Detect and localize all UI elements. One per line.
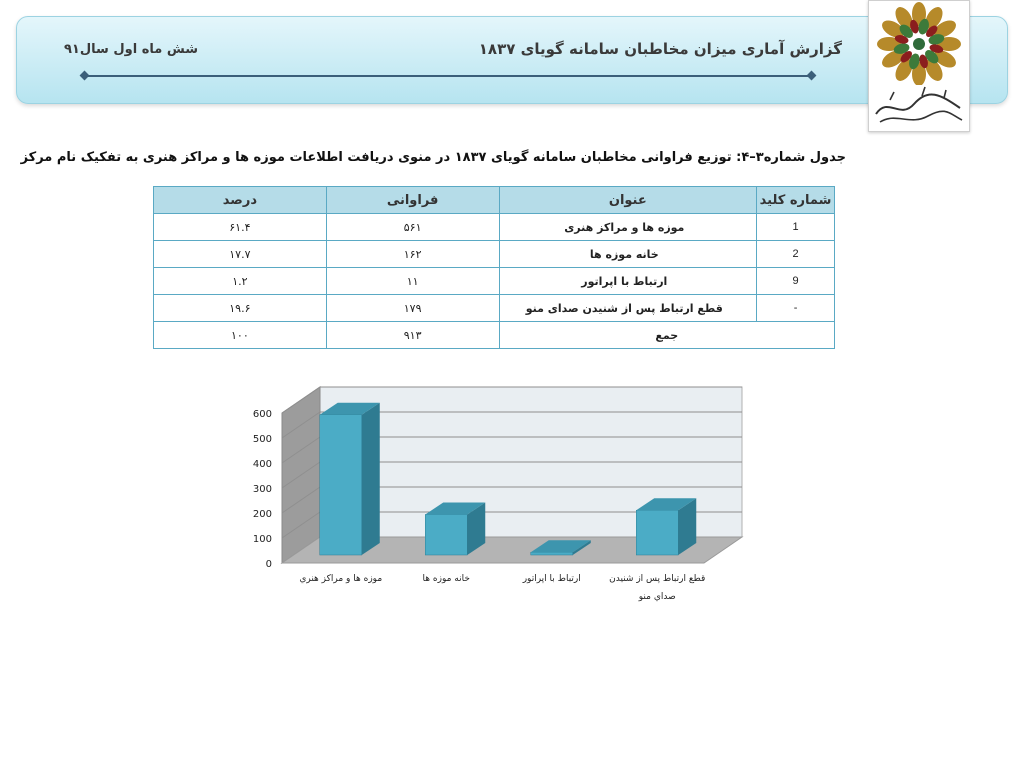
chart-bar-front	[531, 552, 573, 555]
table-header-row	[154, 187, 835, 214]
chart-y-tick-label: 0	[265, 559, 272, 570]
percent-cell: ۱.۲	[154, 268, 327, 295]
frequency-cell: ۱۱	[326, 268, 499, 295]
header-key: شماره کلید	[757, 187, 835, 214]
header-divider	[84, 75, 814, 77]
key-cell: 1	[757, 214, 835, 241]
header-percent: درصد	[154, 187, 327, 214]
chart-bar-side	[362, 403, 380, 555]
rosette-icon	[869, 1, 969, 85]
total-label: جمع	[499, 322, 834, 349]
title-cell: قطع ارتباط پس از شنیدن صدای منو	[499, 295, 757, 322]
title-cell: ارتباط با اپراتور	[499, 268, 757, 295]
frequency-cell: ۱۷۹	[326, 295, 499, 322]
frequency-cell: ۵۶۱	[326, 214, 499, 241]
chart-y-tick-label: 600	[252, 409, 272, 420]
frequency-cell: ۱۶۲	[326, 241, 499, 268]
table-caption: جدول شماره۳–۴: توزیع فراوانی مخاطبان سامانه گویای ۱۸۳۷ در منوی دریافت اطلاعات موزه ها و مراکز هنری به تفکیک نام مرکز	[20, 150, 846, 165]
bar-chart	[240, 380, 760, 620]
chart-x-tick-label: صداي منو	[638, 592, 676, 602]
key-cell: 9	[757, 268, 835, 295]
table-row	[154, 214, 835, 241]
chart-x-tick-label: ارتباط با اپراتور	[522, 574, 581, 584]
chart-y-tick-label: 200	[252, 509, 272, 520]
report-title: گزارش آماری میزان مخاطبان سامانه گویای ۱۸۳۷	[478, 40, 842, 58]
header-frequency: فراوانی	[326, 187, 499, 214]
percent-cell: ۱۹.۶	[154, 295, 327, 322]
chart-bar-front	[320, 415, 362, 555]
table-row	[154, 295, 835, 322]
chart-canvas	[240, 380, 760, 620]
total-percent: ۱۰۰	[154, 322, 327, 349]
chart-bar-front	[425, 515, 467, 556]
chart-y-tick-label: 400	[252, 459, 272, 470]
key-cell: -	[757, 295, 835, 322]
chart-x-tick-label: موزه ها و مراکز هنري	[299, 574, 383, 584]
total-row	[154, 322, 835, 349]
report-period: شش ماه اول سال۹۱	[64, 42, 198, 57]
header-title: عنوان	[499, 187, 757, 214]
key-cell: 2	[757, 241, 835, 268]
chart-y-tick-label: 100	[252, 534, 272, 545]
table-row	[154, 241, 835, 268]
chart-x-tick-label: قطع ارتباط پس از شنیدن	[609, 574, 706, 584]
percent-cell: ۱۷.۷	[154, 241, 327, 268]
chart-y-tick-label: 500	[252, 434, 272, 445]
title-cell: خانه موزه ها	[499, 241, 757, 268]
organization-calligraphy	[870, 84, 966, 128]
chart-y-tick-label: 300	[252, 484, 272, 495]
total-frequency: ۹۱۳	[326, 322, 499, 349]
title-cell: موزه ها و مراکز هنری	[499, 214, 757, 241]
header-banner	[16, 16, 1008, 104]
frequency-table	[153, 186, 835, 349]
percent-cell: ۶۱.۴	[154, 214, 327, 241]
chart-x-tick-label: خانه موزه ها	[422, 574, 470, 584]
table-row	[154, 268, 835, 295]
chart-bar-front	[636, 510, 678, 555]
